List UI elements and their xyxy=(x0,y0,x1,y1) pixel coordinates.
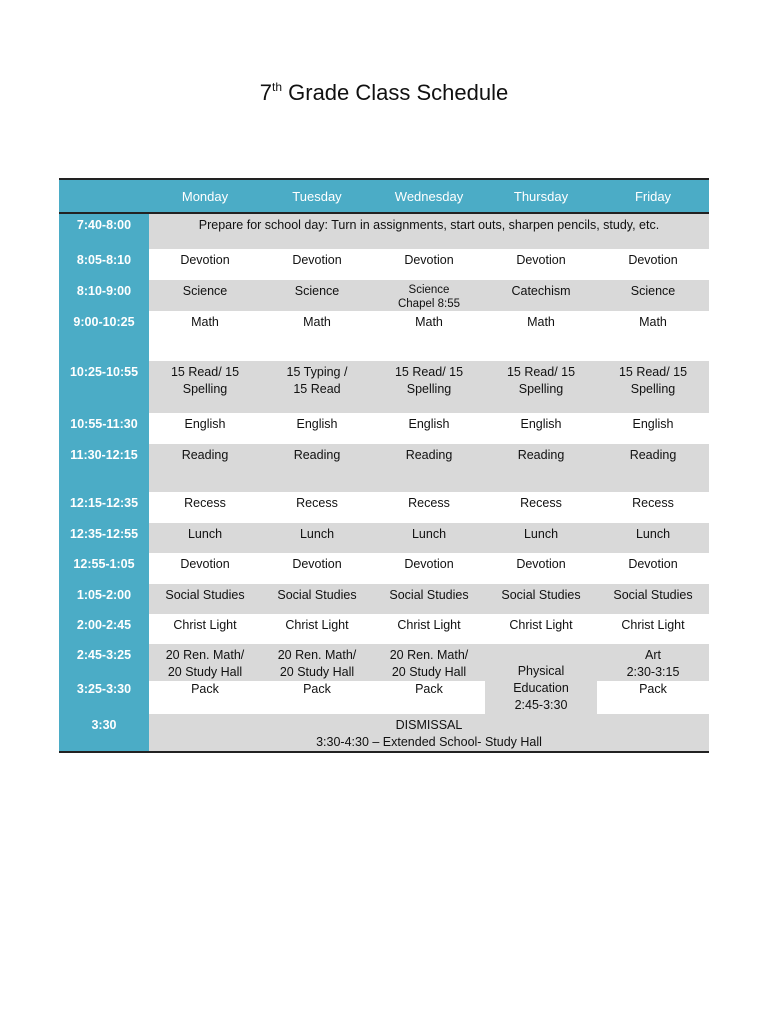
cell-mon: Lunch xyxy=(149,523,261,553)
cell-fri: Devotion xyxy=(597,249,709,280)
cell-wed: Reading xyxy=(373,444,485,492)
line-1: 20 Ren. Math/ xyxy=(389,648,469,662)
cell-wed xyxy=(373,361,485,413)
cell-fri: Pack xyxy=(597,681,709,714)
cell-wed: English xyxy=(373,413,485,444)
line-2: Education xyxy=(513,681,569,695)
cell-thu: Math xyxy=(485,311,597,361)
cell-tue: English xyxy=(261,413,373,444)
cell-thu-pe xyxy=(485,644,597,714)
cell-fri: Recess xyxy=(597,492,709,523)
table-row xyxy=(59,280,709,311)
cell-fri: Christ Light xyxy=(597,614,709,644)
science-text: Science xyxy=(408,284,450,296)
time-cell: 10:25-10:55 xyxy=(59,361,149,413)
line-2: Spelling xyxy=(518,382,564,396)
cell-wed xyxy=(373,280,485,311)
time-cell: 7:40-8:00 xyxy=(59,213,149,249)
day-header-wednesday: Wednesday xyxy=(373,179,485,213)
chapel-text: Chapel 8:55 xyxy=(397,298,461,310)
line-1: 20 Ren. Math/ xyxy=(165,648,245,662)
cell-mon: English xyxy=(149,413,261,444)
cell-thu: Devotion xyxy=(485,249,597,280)
line-1: 15 Read/ 15 xyxy=(394,365,464,379)
table-row xyxy=(59,413,709,444)
time-cell: 12:35-12:55 xyxy=(59,523,149,553)
cell-fri: Social Studies xyxy=(597,584,709,614)
table-row xyxy=(59,714,709,752)
cell-mon: Pack xyxy=(149,681,261,714)
table-row xyxy=(59,492,709,523)
cell-tue: Math xyxy=(261,311,373,361)
cell-wed xyxy=(373,644,485,681)
cell-mon: Reading xyxy=(149,444,261,492)
cell-tue: Devotion xyxy=(261,553,373,584)
corner-header xyxy=(59,179,149,213)
table-row xyxy=(59,553,709,584)
time-cell: 9:00-10:25 xyxy=(59,311,149,361)
cell-wed: Devotion xyxy=(373,249,485,280)
cell-fri: Math xyxy=(597,311,709,361)
cell-wed: Math xyxy=(373,311,485,361)
cell-thu: Reading xyxy=(485,444,597,492)
page-title: 7th Grade Class Schedule xyxy=(259,80,509,105)
cell-tue: Devotion xyxy=(261,249,373,280)
cell-mon: Christ Light xyxy=(149,614,261,644)
cell-tue xyxy=(261,361,373,413)
dismissal-line-2: 3:30-4:30 – Extended School- Study Hall xyxy=(316,735,542,749)
time-cell: 1:05-2:00 xyxy=(59,584,149,614)
cell-fri: Science xyxy=(597,280,709,311)
table-row xyxy=(59,644,709,681)
cell-fri xyxy=(597,361,709,413)
cell-wed: Lunch xyxy=(373,523,485,553)
cell-wed: Recess xyxy=(373,492,485,523)
line-2: Spelling xyxy=(406,382,452,396)
cell-tue: Social Studies xyxy=(261,584,373,614)
table-row xyxy=(59,213,709,249)
line-2: 20 Study Hall xyxy=(279,665,355,679)
cell-thu: Recess xyxy=(485,492,597,523)
cell-thu: English xyxy=(485,413,597,444)
table-row xyxy=(59,523,709,553)
line-2: Spelling xyxy=(182,382,228,396)
cell-mon: Math xyxy=(149,311,261,361)
day-header-thursday: Thursday xyxy=(485,179,597,213)
cell-tue: Pack xyxy=(261,681,373,714)
cell-thu: Social Studies xyxy=(485,584,597,614)
cell-mon xyxy=(149,644,261,681)
time-cell: 2:00-2:45 xyxy=(59,614,149,644)
cell-thu: Catechism xyxy=(485,280,597,311)
line-2: 20 Study Hall xyxy=(167,665,243,679)
cell-mon: Social Studies xyxy=(149,584,261,614)
cell-tue: Science xyxy=(261,280,373,311)
schedule-table xyxy=(59,178,709,753)
time-cell: 11:30-12:15 xyxy=(59,444,149,492)
cell-tue: Lunch xyxy=(261,523,373,553)
cell-wed: Pack xyxy=(373,681,485,714)
cell-tue: Christ Light xyxy=(261,614,373,644)
line-1: 20 Ren. Math/ xyxy=(277,648,357,662)
cell-fri: English xyxy=(597,413,709,444)
cell-mon: Science xyxy=(149,280,261,311)
cell-thu: Devotion xyxy=(485,553,597,584)
cell-fri: Lunch xyxy=(597,523,709,553)
cell-mon: Recess xyxy=(149,492,261,523)
line-1: 15 Typing / xyxy=(286,365,348,379)
cell-mon: Devotion xyxy=(149,249,261,280)
line-3: 2:45-3:30 xyxy=(514,698,568,712)
cell-fri: Devotion xyxy=(597,553,709,584)
table-row xyxy=(59,681,709,714)
line-2: 20 Study Hall xyxy=(391,665,467,679)
day-header-tuesday: Tuesday xyxy=(261,179,373,213)
cell-thu: Lunch xyxy=(485,523,597,553)
time-cell: 2:45-3:25 xyxy=(59,644,149,681)
line-2: 15 Read xyxy=(293,382,341,396)
dismissal-cell xyxy=(149,714,709,752)
cell-thu xyxy=(485,361,597,413)
line-1: Art xyxy=(645,648,661,662)
time-cell: 12:15-12:35 xyxy=(59,492,149,523)
cell-wed: Devotion xyxy=(373,553,485,584)
table-row xyxy=(59,249,709,280)
table-row xyxy=(59,444,709,492)
cell-tue xyxy=(261,644,373,681)
prepare-cell: Prepare for school day: Turn in assignments, start outs, sharpen pencils, study, etc. xyxy=(149,213,709,249)
header-row xyxy=(59,179,709,213)
table-row xyxy=(59,614,709,644)
table-row xyxy=(59,361,709,413)
cell-thu: Christ Light xyxy=(485,614,597,644)
cell-fri: Reading xyxy=(597,444,709,492)
day-header-friday: Friday xyxy=(597,179,709,213)
time-cell: 10:55-11:30 xyxy=(59,413,149,444)
cell-tue: Reading xyxy=(261,444,373,492)
time-cell: 3:30 xyxy=(59,714,149,752)
cell-wed: Christ Light xyxy=(373,614,485,644)
line-1: 15 Read/ 15 xyxy=(170,365,240,379)
cell-fri xyxy=(597,644,709,681)
time-cell: 8:05-8:10 xyxy=(59,249,149,280)
time-cell: 3:25-3:30 xyxy=(59,681,149,714)
line-1: 15 Read/ 15 xyxy=(618,365,688,379)
cell-wed: Social Studies xyxy=(373,584,485,614)
line-2: 2:30-3:15 xyxy=(626,665,680,679)
time-cell: 12:55-1:05 xyxy=(59,553,149,584)
day-header-monday: Monday xyxy=(149,179,261,213)
time-cell: 8:10-9:00 xyxy=(59,280,149,311)
cell-tue: Recess xyxy=(261,492,373,523)
line-1: 15 Read/ 15 xyxy=(506,365,576,379)
table-row xyxy=(59,584,709,614)
line-1: Physical xyxy=(517,664,565,678)
table-row xyxy=(59,311,709,361)
line-2: Spelling xyxy=(630,382,676,396)
dismissal-line-1: DISMISSAL xyxy=(395,718,463,732)
cell-mon: Devotion xyxy=(149,553,261,584)
cell-mon xyxy=(149,361,261,413)
